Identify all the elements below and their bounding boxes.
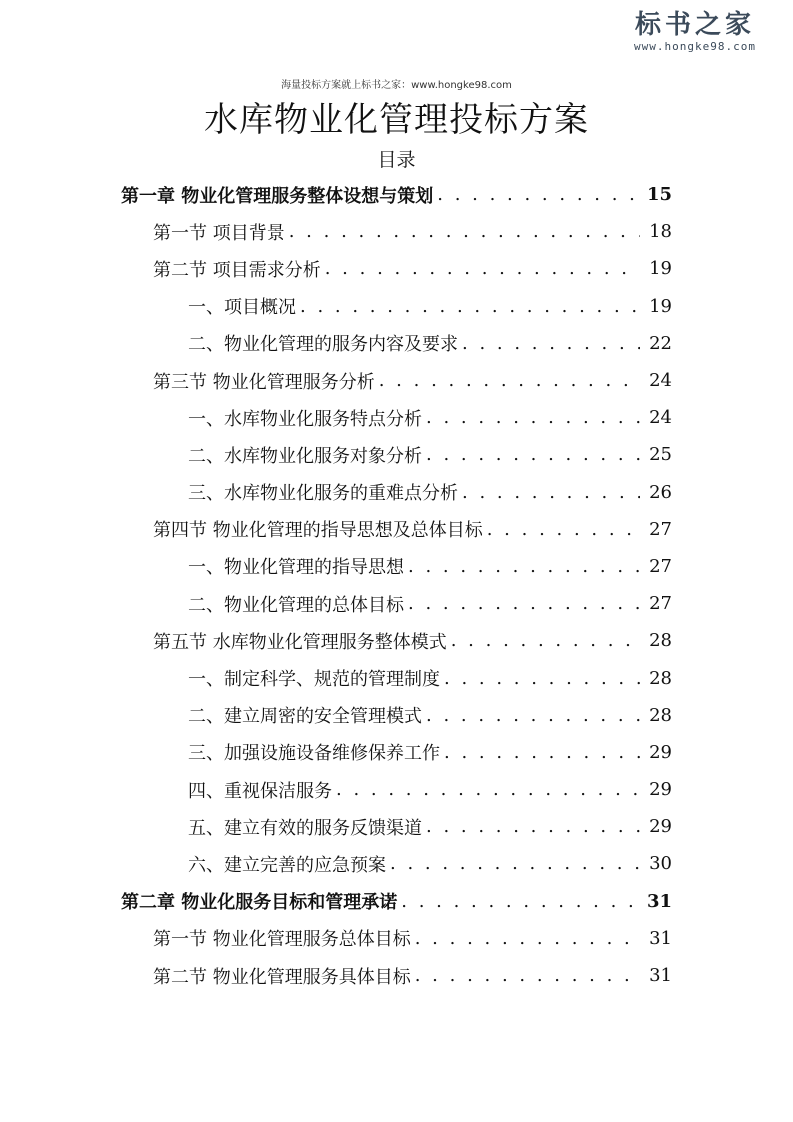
toc-entry-page: 29 (649, 779, 672, 801)
toc-entry-label: 一、物业化管理的指导思想 (188, 557, 404, 579)
toc-entry[interactable] (0, 845, 793, 882)
header-note: 海量投标方案就上标书之家：www.hongke98.com (281, 80, 512, 91)
toc-entry-page: 27 (649, 518, 672, 540)
toc-leader-dots (462, 482, 640, 503)
toc-entry-page: 25 (649, 444, 672, 466)
toc-entry[interactable] (0, 474, 793, 511)
toc-entry[interactable] (0, 808, 793, 845)
toc-leader-dots (336, 779, 640, 800)
toc-entry[interactable] (0, 622, 793, 659)
logo-title: 标书之家 (634, 10, 755, 40)
toc-leader-dots (289, 221, 640, 242)
toc-entry[interactable] (0, 436, 793, 473)
toc-entry-page: 31 (649, 965, 672, 987)
toc-entry-label: 第二章 物业化服务目标和管理承诺 (121, 892, 398, 914)
toc-entry-page: 28 (649, 704, 672, 726)
toc-leader-dots (408, 556, 640, 577)
toc-entry[interactable] (0, 659, 793, 696)
toc-leader-dots (401, 891, 640, 912)
toc-leader-dots (451, 630, 640, 651)
toc-entry-page: 30 (649, 853, 672, 875)
toc-entry-page: 28 (649, 667, 672, 689)
toc-entry-page: 19 (649, 295, 672, 317)
toc-leader-dots (444, 668, 640, 689)
toc-entry-label: 五、建立有效的服务反馈渠道 (188, 817, 422, 839)
toc-entry[interactable] (0, 548, 793, 585)
toc-leader-dots (415, 965, 640, 986)
toc-entry[interactable] (0, 362, 793, 399)
toc-entry[interactable] (0, 585, 793, 622)
toc-leader-dots (415, 928, 640, 949)
toc-leader-dots (444, 742, 640, 763)
toc-leader-dots (462, 333, 640, 354)
toc-entry-page: 19 (649, 258, 672, 280)
toc-entry-label: 二、物业化管理的总体目标 (188, 594, 404, 616)
toc-entry[interactable] (0, 213, 793, 250)
toc-entry-label: 第三节 物业化管理服务分析 (153, 371, 375, 393)
toc-entry-page: 29 (649, 816, 672, 838)
toc-entry[interactable] (0, 883, 793, 920)
toc-entry-page: 28 (649, 630, 672, 652)
toc-entry[interactable] (0, 771, 793, 808)
toc-entry-page: 26 (649, 481, 672, 503)
toc-entry-page: 22 (649, 332, 672, 354)
toc-entry-label: 第二节 物业化管理服务具体目标 (153, 966, 411, 988)
toc-entry-page: 27 (649, 593, 672, 615)
toc-entry[interactable] (0, 250, 793, 287)
toc-leader-dots (325, 258, 640, 279)
toc-entry[interactable] (0, 399, 793, 436)
toc-entry-label: 第二节 项目需求分析 (153, 259, 321, 281)
toc-entry-page: 18 (649, 221, 672, 243)
table-of-contents (0, 176, 793, 994)
toc-leader-dots (437, 184, 640, 205)
toc-entry[interactable] (0, 734, 793, 771)
toc-entry-page: 27 (649, 555, 672, 577)
toc-entry-label: 一、项目概况 (188, 297, 296, 319)
toc-leader-dots (426, 705, 640, 726)
toc-leader-dots (426, 444, 640, 465)
toc-entry-label: 第五节 水库物业化管理服务整体模式 (153, 631, 447, 653)
toc-entry-label: 一、水库物业化服务特点分析 (188, 408, 422, 430)
toc-entry-label: 二、建立周密的安全管理模式 (188, 706, 422, 728)
toc-entry-label: 一、制定科学、规范的管理制度 (188, 669, 440, 691)
toc-entry-page: 15 (646, 184, 672, 206)
toc-entry[interactable] (0, 920, 793, 957)
toc-leader-dots (379, 370, 640, 391)
toc-entry-label: 第一节 物业化管理服务总体目标 (153, 929, 411, 951)
document-title: 水库物业化管理投标方案 (204, 100, 589, 140)
toc-heading: 目录 (377, 149, 416, 171)
toc-entry-label: 二、物业化管理的服务内容及要求 (188, 334, 458, 356)
toc-leader-dots (300, 296, 640, 317)
toc-entry-label: 第四节 物业化管理的指导思想及总体目标 (153, 520, 483, 542)
toc-entry-label: 三、水库物业化服务的重难点分析 (188, 483, 458, 505)
site-logo (615, 10, 775, 53)
toc-entry[interactable] (0, 697, 793, 734)
toc-entry-label: 三、加强设施设备维修保养工作 (188, 743, 440, 765)
toc-leader-dots (408, 593, 640, 614)
toc-entry[interactable] (0, 288, 793, 325)
toc-entry[interactable] (0, 325, 793, 362)
toc-entry-page: 24 (649, 407, 672, 429)
toc-entry-label: 六、建立完善的应急预案 (188, 854, 386, 876)
toc-entry[interactable] (0, 511, 793, 548)
logo-url: www.hongke98.com (634, 40, 756, 53)
toc-entry-label: 二、水库物业化服务对象分析 (188, 445, 422, 467)
toc-entry[interactable] (0, 957, 793, 994)
toc-entry-label: 第一章 物业化管理服务整体设想与策划 (121, 185, 434, 207)
toc-entry-page: 24 (649, 370, 672, 392)
toc-leader-dots (426, 816, 640, 837)
toc-entry-page: 31 (646, 890, 672, 912)
toc-entry-label: 第一节 项目背景 (153, 222, 285, 244)
toc-entry-page: 29 (649, 741, 672, 763)
toc-entry-page: 31 (649, 927, 672, 949)
toc-entry[interactable] (0, 176, 793, 213)
toc-entry-label: 四、重视保洁服务 (188, 780, 332, 802)
toc-leader-dots (487, 519, 640, 540)
toc-leader-dots (390, 853, 640, 874)
toc-leader-dots (426, 407, 640, 428)
